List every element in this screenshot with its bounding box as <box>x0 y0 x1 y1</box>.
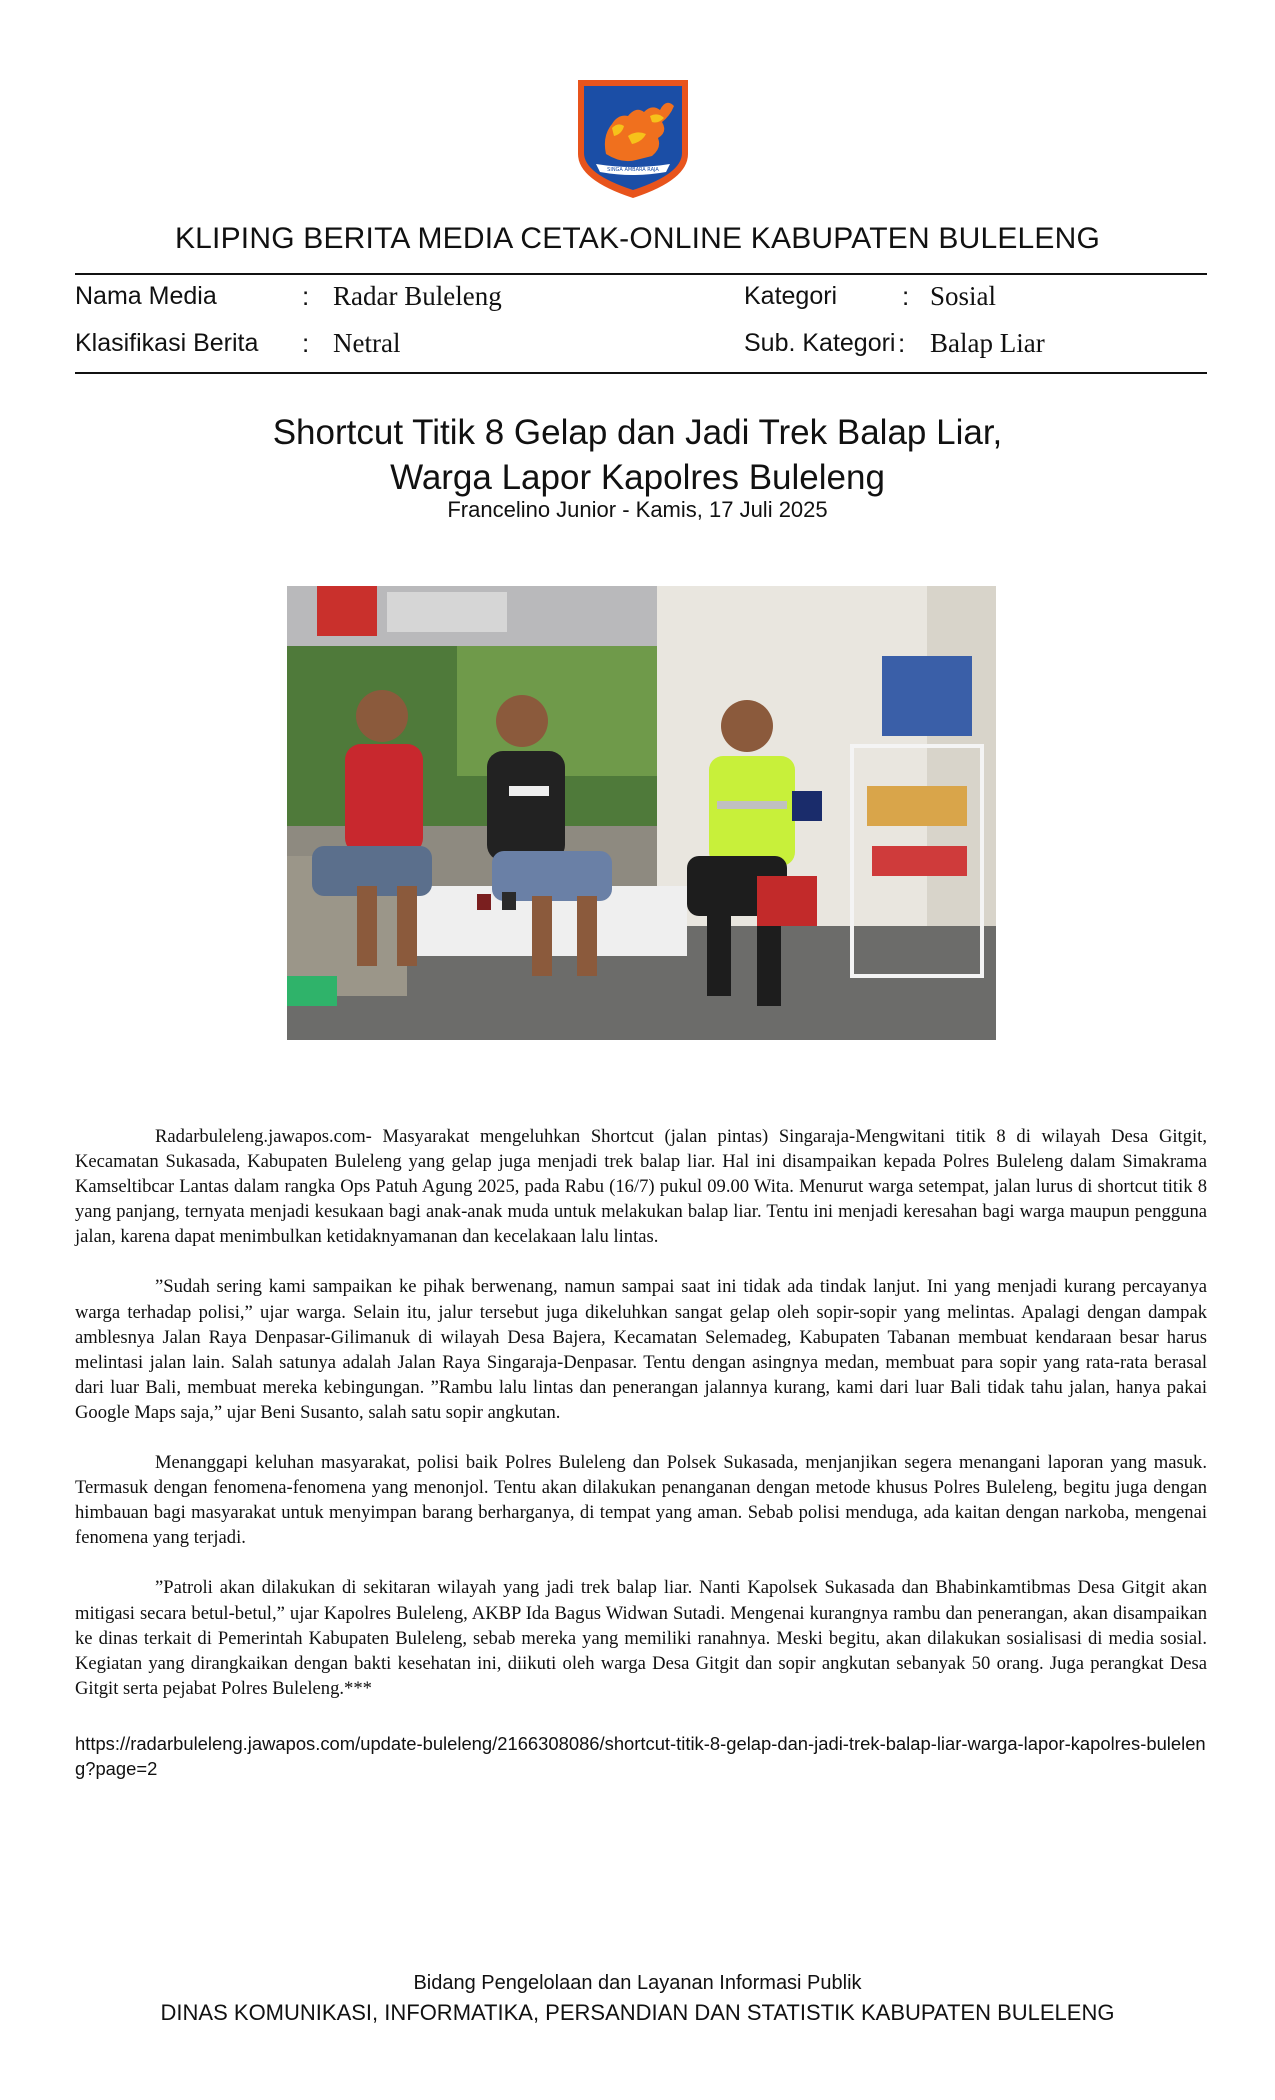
article-photo <box>287 586 996 1040</box>
article-title-line-1: Shortcut Titik 8 Gelap dan Jadi Trek Balap Liar, <box>272 413 1003 452</box>
article-title <box>0 410 1275 500</box>
category-value: Sosial <box>930 281 997 311</box>
header-rule-bottom <box>75 372 1207 374</box>
media-name-label: Nama Media <box>75 282 217 310</box>
article-paragraph-4: ”Patroli akan dilakukan di sekitaran wilayah yang jadi trek balap liar. Nanti Kapolsek Sukasada dan Bhabinkamtibmas Desa Gitgit akan mitigasi secara betul-betul,” ujar Kapolres Buleleng, AKBP Ida Bagus Widwan Sutadi. Mengenai kurangnya rambu dan penerangan, akan disampaikan ke dinas terkait di Pemerintah Kabupaten Buleleng, sebab mereka yang memiliki ranahnya. Meski begitu, akan dilakukan sosialisasi di media sosial. Kegiatan yang dirangkaikan dengan bakti kesehatan ini, diikuti oleh warga Desa Gitgit dan sopir angkutan sebanyak 50 orang. Juga perangkat Desa Gitgit serta pejabat Polres Buleleng.*** <box>75 1577 1207 1699</box>
footer-division: Bidang Pengelolaan dan Layanan Informasi Publik <box>413 1972 862 1994</box>
article-body <box>75 1124 1207 1726</box>
article-source-url[interactable]: https://radarbuleleng.jawapos.com/update-buleleng/2166308086/shortcut-titik-8-gelap-dan-jadi-trek-balap-liar-warga-lapor-kapolres-buleleng?page=2 <box>75 1733 1206 1779</box>
classification-separator: : <box>302 328 310 358</box>
clipping-header-title: KLIPING BERITA MEDIA CETAK-ONLINE KABUPATEN BULELENG <box>174 222 1101 255</box>
classification-value: Netral <box>333 328 401 358</box>
article-byline: Francelino Junior - Kamis, 17 Juli 2025 <box>447 497 828 522</box>
category-label: Kategori <box>744 282 838 310</box>
classification-label: Klasifikasi Berita <box>75 329 259 357</box>
subcategory-value: Balap Liar <box>930 328 1045 358</box>
article-paragraph-2: ”Sudah sering kami sampaikan ke pihak berwenang, namun sampai saat ini tidak ada tindak lanjut. Ini yang menjadi kurang percayanya warga terhadap polisi,” ujar warga. Selain itu, jalur tersebut juga dikeluhkan sangat gelap oleh sopir-sopir yang melintas. Apalagi dengan dampak amblesnya Jalan Raya Denpasar-Gilimanuk di wilayah Desa Bajera, Kecamatan Selemadeg, Kabupaten Tabanan membuat kendaraan besar harus melintasi jalan lain. Salah satunya adalah Jalan Raya Singaraja-Denpasar. Tentu dengan asingnya medan, membuat para sopir yang rata-rata berasal dari luar Bali, membuat mereka kebingungan. ”Rambu lalu lintas dan penerangan jalannya kurang, kami dari luar Bali tidak tahu jalan, hanya pakai Google Maps saja,” ujar Beni Susanto, salah satu sopir angkutan. <box>75 1276 1207 1423</box>
article-title-line-2: Warga Lapor Kapolres Buleleng <box>390 458 885 497</box>
buleleng-regency-logo <box>566 76 700 200</box>
header-rule-top <box>75 273 1207 275</box>
logo-motto: SINGA AMBARA RAJA <box>607 167 659 173</box>
article-paragraph-1: Radarbuleleng.jawapos.com- Masyarakat mengeluhkan Shortcut (jalan pintas) Singaraja-Mengwitani titik 8 di wilayah Desa Gitgit, Kecamatan Sukasada, Kabupaten Buleleng yang gelap juga menjadi trek balap liar. Hal ini disampaikan kepada Polres Buleleng dalam Simakrama Kamseltibcar Lantas dalam rangka Ops Patuh Agung 2025, pada Rabu (16/7) pukul 09.00 Wita. Menurut warga setempat, jalan lurus di shortcut titik 8 yang panjang, ternyata menjadi kesukaan bagi anak-anak muda untuk melakukan balap liar. Tentu ini menjadi keresahan bagi warga maupun pengguna jalan, karena dapat menimbulkan ketidaknyamanan dan kecelakaan lalu lintas. <box>75 1126 1207 1248</box>
footer-agency: DINAS KOMUNIKASI, INFORMATIKA, PERSANDIAN DAN STATISTIK KABUPATEN BULELENG <box>160 2000 1115 2025</box>
subcategory-separator: : <box>898 328 906 358</box>
category-separator: : <box>902 281 910 311</box>
media-name-separator: : <box>302 281 310 311</box>
subcategory-label: Sub. Kategori <box>744 329 896 357</box>
article-paragraph-3: Menanggapi keluhan masyarakat, polisi baik Polres Buleleng dan Polsek Sukasada, menjanjikan segera menangani laporan yang masuk. Termasuk dengan fenomena-fenomena yang menonjol. Tentu akan dilakukan penanganan dengan metode khusus Polres Buleleng, begitu juga dengan himbauan bagi masyarakat untuk menyimpan barang berharganya, di tempat yang aman. Sebab polisi menduga, ada kaitan dengan narkoba, mengenai fenomena yang terjadi. <box>75 1452 1207 1549</box>
media-name-value: Radar Buleleng <box>333 281 502 311</box>
